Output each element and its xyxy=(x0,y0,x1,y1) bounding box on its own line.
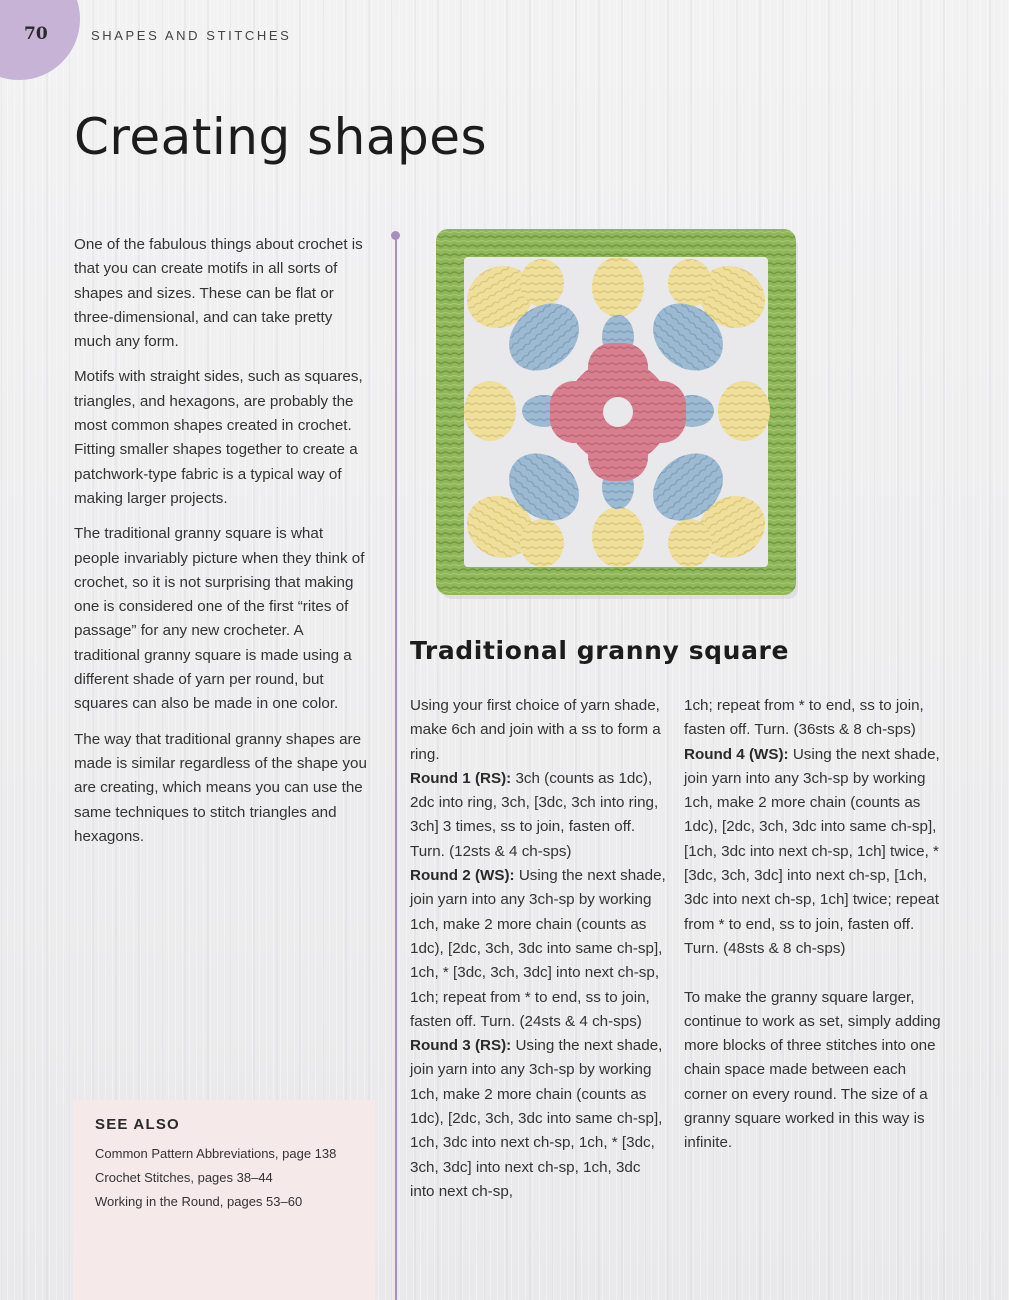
pattern-outro: To make the granny square larger, continue to work as set, simply adding more blocks of three stitches into one chain space made between each corner on every round. The size of a granny square worked in this way is infinite. xyxy=(684,988,941,1152)
round-label: Round 2 (WS): xyxy=(410,867,515,885)
round-text: Using the next shade, join yarn into any 3ch-sp by working 1ch, make 2 more chain (counts as 1dc), [2dc, 3ch, 3dc into same ch-sp], [1ch, 3dc into next ch-sp, 1ch] twice, * [3dc, 3ch, 3dc] into next ch-sp, [1ch, 3dc into next ch-sp, 1ch] twice; repeat from * to end, ss to join, fasten off. Turn. (48sts & 8 ch-sps) xyxy=(684,745,940,957)
intro-paragraph: The traditional granny square is what people invariably picture when they think of crochet, so it is not surprising that making one is considered one of the first “rites of passage” for any new crocheter. A traditional granny square is made using a different shade of yarn per round, but squares can also be made in one color. xyxy=(74,525,365,713)
column-divider xyxy=(395,236,397,1300)
page-number: 70 xyxy=(24,24,48,44)
granny-square-illustration xyxy=(432,225,804,603)
intro-paragraph: One of the fabulous things about crochet is that you can create motifs in all sorts of shapes and sizes. These can be flat or three-dimensional, and can take pretty much any form. xyxy=(74,236,363,351)
round-3-continued: 1ch; repeat from * to end, ss to join, fasten off. Turn. (36sts & 8 ch-sps) xyxy=(684,697,924,739)
round-text: Using the next shade, join yarn into any 3ch-sp by working 1ch, make 2 more chain (counts as 1dc), [2dc, 3ch, 3dc into same ch-sp], 1ch, * [3dc, 3ch, 3dc] into next ch-sp, 1ch; repeat from * to end, ss to join, fasten off. Turn. (24sts & 4 ch-sps) xyxy=(410,867,666,1030)
see-also-item: Working in the Round, pages 53–60 xyxy=(95,1194,303,1209)
round-label: Round 3 (RS): xyxy=(410,1037,512,1055)
see-also-item: Crochet Stitches, pages 38–44 xyxy=(95,1170,273,1185)
round-text: Using the next shade, join yarn into any 3ch-sp by working 1ch, make 2 more chain (counts as 1dc), [2dc, 3ch, 3dc into same ch-sp], 1ch, 3dc into next ch-sp, 1ch, * [3dc, 3ch, 3dc] into next ch-sp, 1ch, 3dc into next ch-sp, xyxy=(410,1037,663,1200)
round-text: 3ch (counts as 1dc), 2dc into ring, 3ch, [3dc, 3ch into ring, 3ch] 3 times, ss to join, fasten off. Turn. (12sts & 4 ch-sps) xyxy=(410,769,659,860)
page-title: Creating shapes xyxy=(74,108,488,166)
pattern-intro: Using your first choice of yarn shade, make 6ch and join with a ss to form a ring. xyxy=(410,697,661,763)
round-2 xyxy=(410,864,668,1034)
round-label: Round 1 (RS): xyxy=(410,769,512,787)
intro-text xyxy=(74,233,372,860)
section-title: SHAPES AND STITCHES xyxy=(91,28,292,43)
round-1 xyxy=(410,767,668,864)
intro-paragraph: The way that traditional granny shapes are made is similar regardless of the shape you are creating, which means you can use the same techniques to stitch triangles and hexagons. xyxy=(74,730,367,845)
round-label: Round 4 (WS): xyxy=(684,745,789,763)
see-also-list xyxy=(95,1142,353,1214)
see-also-heading: SEE ALSO xyxy=(95,1116,180,1133)
round-3 xyxy=(410,1034,668,1204)
pattern-column-right xyxy=(684,694,942,1156)
see-also-box xyxy=(73,1100,375,1300)
pattern-column-left xyxy=(410,694,668,1204)
granny-square-heading: Traditional granny square xyxy=(410,636,790,665)
round-4 xyxy=(684,743,942,962)
intro-paragraph: Motifs with straight sides, such as squares, triangles, and hexagons, are probably the most common shapes created in crochet. Fitting smaller shapes together to create a patchwork-type fabric is a typical way of making larger projects. xyxy=(74,368,363,507)
see-also-item: Common Pattern Abbreviations, page 138 xyxy=(95,1146,337,1161)
granny-square-photo xyxy=(432,225,804,603)
